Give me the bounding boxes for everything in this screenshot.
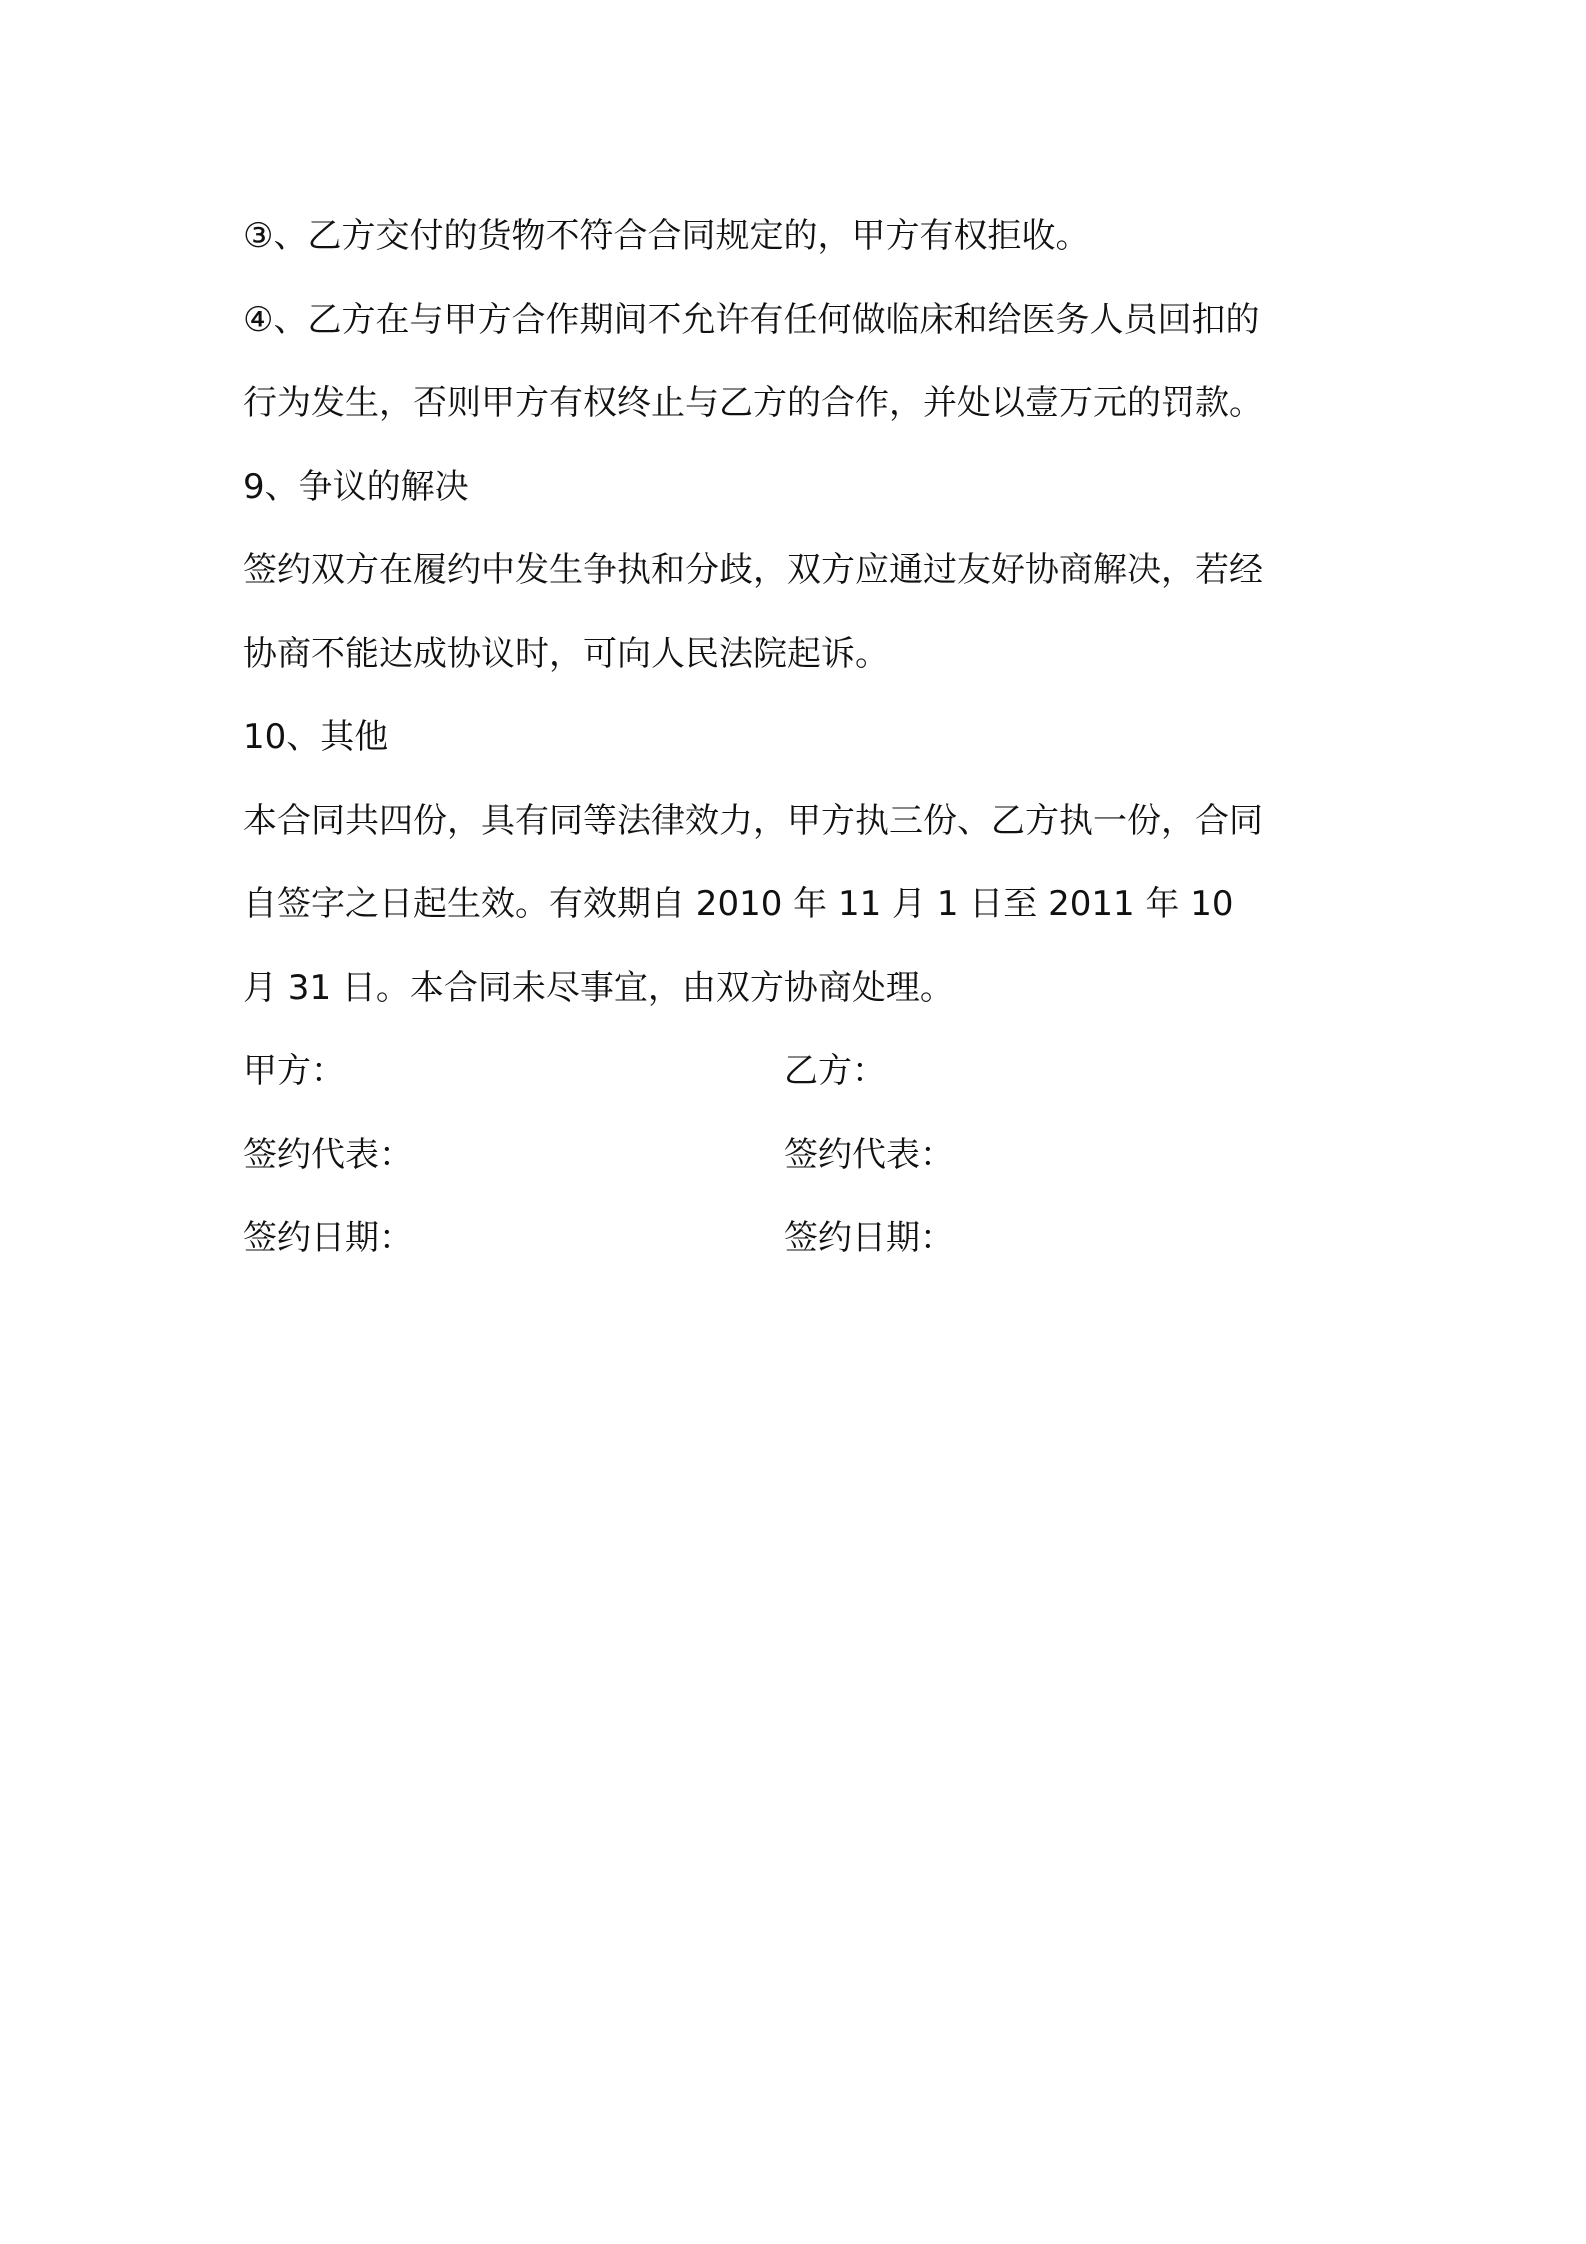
party-a-date-label: 签约日期： bbox=[243, 1218, 413, 1258]
section-10-text-line-1: 本合同共四份，具有同等法律效力，甲方执三份、乙方执一份，合同 bbox=[243, 800, 1263, 841]
party-a-label: 甲方： bbox=[243, 1051, 345, 1091]
section-9-text-line-2: 协商不能达成协议时，可向人民法院起诉。 bbox=[243, 633, 889, 674]
section-9-text-line-1: 签约双方在履约中发生争执和分歧，双方应通过友好协商解决，若经 bbox=[243, 550, 1263, 590]
party-a-representative-label: 签约代表： bbox=[243, 1134, 413, 1175]
clause-3-rejection: ③、乙方交付的货物不符合合同规定的，甲方有权拒收。 bbox=[243, 216, 1090, 256]
signature-row-representative bbox=[243, 1114, 1353, 1198]
signature-row-party bbox=[243, 1030, 1353, 1114]
party-b-date-label: 签约日期： bbox=[784, 1218, 954, 1258]
clause-4-no-kickbacks-line-2: 行为发生，否则甲方有权终止与乙方的合作，并处以壹万元的罚款。 bbox=[243, 383, 1263, 423]
party-b-label: 乙方： bbox=[784, 1051, 886, 1091]
section-10-text-line-2: 自签字之日起生效。有效期自 2010 年 11 月 1 日至 2011 年 10 bbox=[243, 884, 1234, 924]
party-b-representative-label: 签约代表： bbox=[784, 1134, 954, 1175]
section-10-text-line-3: 月 31 日。本合同未尽事宜，由双方协商处理。 bbox=[243, 967, 954, 1008]
clause-4-no-kickbacks-line-1: ④、乙方在与甲方合作期间不允许有任何做临床和给医务人员回扣的 bbox=[243, 299, 1260, 340]
document-body bbox=[243, 195, 1353, 1281]
signature-row-date bbox=[243, 1197, 1353, 1281]
section-10-heading: 10、其他 bbox=[243, 717, 389, 757]
section-9-heading: 9、争议的解决 bbox=[243, 466, 469, 507]
